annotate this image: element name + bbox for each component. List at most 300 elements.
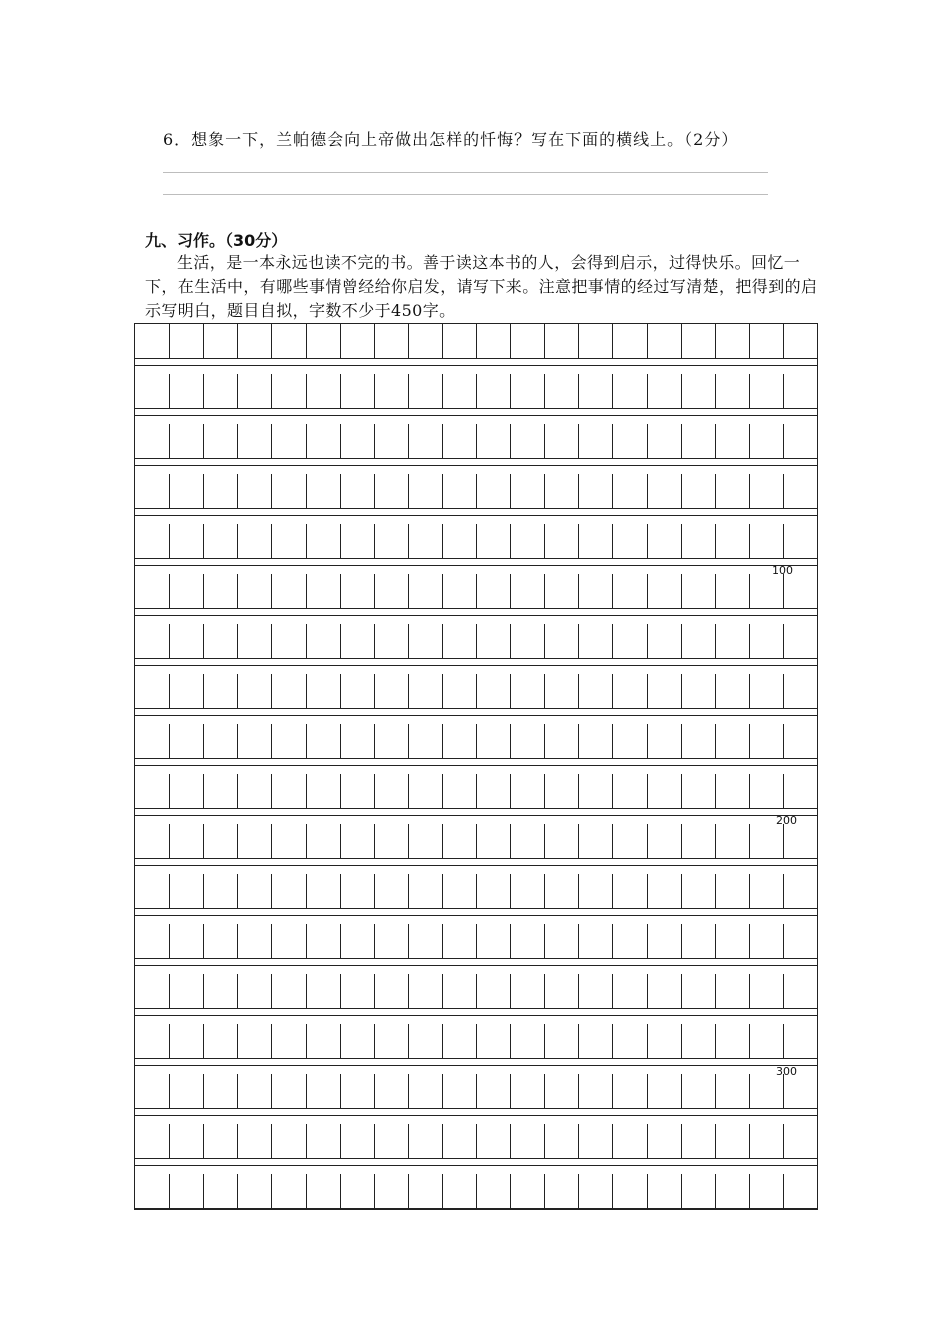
grid-cell-divider xyxy=(237,1124,238,1158)
grid-cell-divider xyxy=(374,324,375,358)
grid-row xyxy=(135,924,817,959)
grid-row xyxy=(135,424,817,459)
grid-cell-divider xyxy=(749,824,750,858)
grid-cell-divider xyxy=(749,324,750,358)
grid-cell-divider xyxy=(476,974,477,1008)
grid-cell-divider xyxy=(271,924,272,958)
row-separator xyxy=(135,515,817,516)
grid-cell-divider xyxy=(340,374,341,408)
grid-cell-divider xyxy=(544,924,545,958)
grid-cell-divider xyxy=(203,1174,204,1208)
grid-cell-divider xyxy=(647,624,648,658)
grid-cell-divider xyxy=(612,1024,613,1058)
grid-cell-divider xyxy=(612,1074,613,1108)
grid-cell-divider xyxy=(442,674,443,708)
grid-cell-divider xyxy=(374,824,375,858)
grid-cell-divider xyxy=(476,1124,477,1158)
grid-cell-divider xyxy=(783,674,784,708)
grid-cell-divider xyxy=(169,424,170,458)
grid-cell-divider xyxy=(408,674,409,708)
grid-cell-divider xyxy=(476,724,477,758)
grid-cell-divider xyxy=(374,924,375,958)
grid-cell-divider xyxy=(306,774,307,808)
grid-cell-divider xyxy=(203,974,204,1008)
grid-cell-divider xyxy=(647,674,648,708)
grid-cell-divider xyxy=(647,924,648,958)
grid-cell-divider xyxy=(783,874,784,908)
row-separator xyxy=(135,1065,817,1066)
grid-cell-divider xyxy=(510,524,511,558)
grid-cell-divider xyxy=(306,1174,307,1208)
grid-cell-divider xyxy=(340,1174,341,1208)
grid-cell-divider xyxy=(510,374,511,408)
grid-cell-divider xyxy=(408,624,409,658)
grid-row xyxy=(135,1124,817,1159)
grid-cell-divider xyxy=(340,1024,341,1058)
grid-cell-divider xyxy=(612,374,613,408)
grid-cell-divider xyxy=(340,424,341,458)
grid-cell-divider xyxy=(510,924,511,958)
grid-cell-divider xyxy=(578,624,579,658)
grid-cell-divider xyxy=(442,1174,443,1208)
grid-cell-divider xyxy=(476,324,477,358)
grid-cell-divider xyxy=(340,924,341,958)
grid-cell-divider xyxy=(715,774,716,808)
grid-row xyxy=(135,324,817,359)
grid-cell-divider xyxy=(476,674,477,708)
grid-cell-divider xyxy=(271,1174,272,1208)
grid-cell-divider xyxy=(749,774,750,808)
grid-cell-divider xyxy=(783,924,784,958)
grid-cell-divider xyxy=(476,1074,477,1108)
grid-cell-divider xyxy=(271,624,272,658)
grid-cell-divider xyxy=(510,674,511,708)
grid-cell-divider xyxy=(169,674,170,708)
grid-cell-divider xyxy=(544,724,545,758)
grid-cell-divider xyxy=(340,474,341,508)
grid-cell-divider xyxy=(237,324,238,358)
row-separator xyxy=(135,715,817,716)
grid-cell-divider xyxy=(749,574,750,608)
grid-cell-divider xyxy=(715,874,716,908)
grid-cell-divider xyxy=(306,924,307,958)
grid-cell-divider xyxy=(681,1124,682,1158)
grid-cell-divider xyxy=(783,974,784,1008)
grid-cell-divider xyxy=(237,924,238,958)
grid-cell-divider xyxy=(237,474,238,508)
grid-cell-divider xyxy=(340,324,341,358)
grid-cell-divider xyxy=(612,524,613,558)
grid-cell-divider xyxy=(612,774,613,808)
grid-cell-divider xyxy=(783,574,784,608)
grid-cell-divider xyxy=(203,724,204,758)
grid-cell-divider xyxy=(203,1124,204,1158)
grid-cell-divider xyxy=(169,624,170,658)
grid-cell-divider xyxy=(681,724,682,758)
grid-cell-divider xyxy=(749,724,750,758)
grid-cell-divider xyxy=(169,474,170,508)
row-separator xyxy=(135,1165,817,1166)
grid-cell-divider xyxy=(783,324,784,358)
grid-cell-divider xyxy=(169,874,170,908)
grid-cell-divider xyxy=(783,774,784,808)
grid-cell-divider xyxy=(374,1124,375,1158)
grid-cell-divider xyxy=(544,774,545,808)
grid-cell-divider xyxy=(374,624,375,658)
grid-cell-divider xyxy=(612,574,613,608)
grid-cell-divider xyxy=(578,774,579,808)
answer-line-2[interactable] xyxy=(163,194,768,195)
grid-cell-divider xyxy=(647,1024,648,1058)
grid-cell-divider xyxy=(715,424,716,458)
grid-cell-divider xyxy=(749,624,750,658)
grid-cell-divider xyxy=(374,774,375,808)
grid-cell-divider xyxy=(578,1074,579,1108)
grid-cell-divider xyxy=(203,674,204,708)
grid-cell-divider xyxy=(612,874,613,908)
grid-cell-divider xyxy=(715,1024,716,1058)
grid-row xyxy=(135,1024,817,1059)
grid-cell-divider xyxy=(578,1174,579,1208)
grid-cell-divider xyxy=(578,474,579,508)
grid-row xyxy=(135,374,817,409)
grid-cell-divider xyxy=(544,624,545,658)
grid-cell-divider xyxy=(271,674,272,708)
row-separator xyxy=(135,1115,817,1116)
answer-line-1[interactable] xyxy=(163,172,768,173)
grid-cell-divider xyxy=(544,574,545,608)
grid-cell-divider xyxy=(340,624,341,658)
grid-cell-divider xyxy=(544,474,545,508)
grid-row xyxy=(135,474,817,509)
grid-cell-divider xyxy=(408,1174,409,1208)
grid-cell-divider xyxy=(578,574,579,608)
grid-cell-divider xyxy=(681,1074,682,1108)
grid-cell-divider xyxy=(647,1174,648,1208)
grid-cell-divider xyxy=(374,474,375,508)
grid-cell-divider xyxy=(647,774,648,808)
grid-cell-divider xyxy=(408,324,409,358)
grid-cell-divider xyxy=(306,524,307,558)
grid-cell-divider xyxy=(647,874,648,908)
grid-cell-divider xyxy=(544,424,545,458)
grid-row xyxy=(135,574,817,609)
grid-cell-divider xyxy=(783,524,784,558)
grid-cell-divider xyxy=(374,874,375,908)
grid-cell-divider xyxy=(578,924,579,958)
grid-cell-divider xyxy=(442,424,443,458)
grid-cell-divider xyxy=(783,424,784,458)
grid-cell-divider xyxy=(783,724,784,758)
grid-cell-divider xyxy=(612,674,613,708)
grid-cell-divider xyxy=(237,374,238,408)
grid-cell-divider xyxy=(203,324,204,358)
grid-cell-divider xyxy=(169,724,170,758)
grid-row xyxy=(135,674,817,709)
grid-cell-divider xyxy=(408,574,409,608)
grid-cell-divider xyxy=(169,1124,170,1158)
grid-cell-divider xyxy=(408,1124,409,1158)
grid-cell-divider xyxy=(306,324,307,358)
grid-cell-divider xyxy=(271,524,272,558)
grid-cell-divider xyxy=(612,424,613,458)
section-9-title: 九、习作。（30分） xyxy=(145,231,288,250)
grid-cell-divider xyxy=(237,774,238,808)
grid-cell-divider xyxy=(169,374,170,408)
grid-cell-divider xyxy=(408,774,409,808)
grid-cell-divider xyxy=(612,824,613,858)
grid-cell-divider xyxy=(749,474,750,508)
grid-cell-divider xyxy=(306,1124,307,1158)
grid-cell-divider xyxy=(681,374,682,408)
grid-cell-divider xyxy=(749,674,750,708)
grid-cell-divider xyxy=(237,674,238,708)
grid-cell-divider xyxy=(442,624,443,658)
grid-cell-divider xyxy=(749,874,750,908)
word-count-marker-200: 200 xyxy=(776,814,797,827)
grid-row xyxy=(135,974,817,1009)
grid-cell-divider xyxy=(408,824,409,858)
grid-cell-divider xyxy=(374,574,375,608)
row-separator xyxy=(135,665,817,666)
grid-cell-divider xyxy=(271,474,272,508)
grid-cell-divider xyxy=(612,624,613,658)
grid-cell-divider xyxy=(442,974,443,1008)
grid-cell-divider xyxy=(578,724,579,758)
grid-cell-divider xyxy=(578,824,579,858)
grid-cell-divider xyxy=(271,1074,272,1108)
grid-cell-divider xyxy=(442,324,443,358)
grid-cell-divider xyxy=(374,374,375,408)
grid-cell-divider xyxy=(476,1174,477,1208)
grid-cell-divider xyxy=(374,1074,375,1108)
grid-cell-divider xyxy=(237,1074,238,1108)
grid-cell-divider xyxy=(681,924,682,958)
grid-cell-divider xyxy=(237,1024,238,1058)
grid-cell-divider xyxy=(749,424,750,458)
grid-cell-divider xyxy=(374,1174,375,1208)
word-count-marker-100: 100 xyxy=(772,564,793,577)
grid-cell-divider xyxy=(578,1124,579,1158)
grid-cell-divider xyxy=(681,524,682,558)
row-separator xyxy=(135,865,817,866)
grid-cell-divider xyxy=(749,1174,750,1208)
grid-cell-divider xyxy=(510,824,511,858)
grid-cell-divider xyxy=(169,1074,170,1108)
grid-cell-divider xyxy=(612,474,613,508)
section-9-prompt: 生活，是一本永远也读不完的书。善于读这本书的人，会得到启示，过得快乐。回忆一下，在生活中，有哪些事情曾经给你启发，请写下来。注意把事情的经过写清楚，把得到的启示写明白，题目自拟，字数不少于450字。 xyxy=(145,253,818,320)
grid-cell-divider xyxy=(340,724,341,758)
grid-cell-divider xyxy=(374,674,375,708)
grid-cell-divider xyxy=(647,824,648,858)
grid-cell-divider xyxy=(647,524,648,558)
grid-cell-divider xyxy=(715,524,716,558)
grid-cell-divider xyxy=(544,824,545,858)
grid-cell-divider xyxy=(476,574,477,608)
grid-row xyxy=(135,874,817,909)
grid-cell-divider xyxy=(271,574,272,608)
grid-cell-divider xyxy=(306,374,307,408)
grid-cell-divider xyxy=(681,324,682,358)
grid-cell-divider xyxy=(510,874,511,908)
grid-cell-divider xyxy=(169,924,170,958)
grid-cell-divider xyxy=(442,774,443,808)
grid-cell-divider xyxy=(237,424,238,458)
grid-cell-divider xyxy=(681,424,682,458)
grid-cell-divider xyxy=(578,1024,579,1058)
grid-cell-divider xyxy=(647,974,648,1008)
grid-cell-divider xyxy=(510,774,511,808)
grid-cell-divider xyxy=(783,1074,784,1108)
grid-cell-divider xyxy=(271,874,272,908)
grid-cell-divider xyxy=(544,1074,545,1108)
grid-cell-divider xyxy=(510,1174,511,1208)
grid-cell-divider xyxy=(169,524,170,558)
grid-cell-divider xyxy=(271,1024,272,1058)
grid-cell-divider xyxy=(306,624,307,658)
grid-cell-divider xyxy=(715,324,716,358)
row-separator xyxy=(135,565,817,566)
grid-cell-divider xyxy=(408,424,409,458)
grid-cell-divider xyxy=(340,774,341,808)
grid-cell-divider xyxy=(647,324,648,358)
grid-cell-divider xyxy=(203,774,204,808)
grid-cell-divider xyxy=(681,624,682,658)
grid-cell-divider xyxy=(203,524,204,558)
grid-cell-divider xyxy=(203,474,204,508)
grid-cell-divider xyxy=(306,674,307,708)
grid-cell-divider xyxy=(612,324,613,358)
row-separator xyxy=(135,765,817,766)
grid-cell-divider xyxy=(169,574,170,608)
grid-cell-divider xyxy=(783,474,784,508)
grid-cell-divider xyxy=(374,974,375,1008)
grid-cell-divider xyxy=(544,974,545,1008)
grid-cell-divider xyxy=(783,1024,784,1058)
grid-cell-divider xyxy=(237,574,238,608)
row-separator xyxy=(135,365,817,366)
grid-cell-divider xyxy=(442,574,443,608)
writing-grid[interactable] xyxy=(134,323,818,1210)
grid-cell-divider xyxy=(237,724,238,758)
grid-cell-divider xyxy=(578,524,579,558)
grid-cell-divider xyxy=(647,574,648,608)
grid-cell-divider xyxy=(476,474,477,508)
grid-cell-divider xyxy=(340,674,341,708)
grid-cell-divider xyxy=(374,1024,375,1058)
grid-cell-divider xyxy=(306,574,307,608)
grid-cell-divider xyxy=(544,1124,545,1158)
grid-cell-divider xyxy=(749,924,750,958)
grid-cell-divider xyxy=(271,324,272,358)
grid-cell-divider xyxy=(271,424,272,458)
grid-cell-divider xyxy=(749,524,750,558)
grid-cell-divider xyxy=(715,1174,716,1208)
grid-cell-divider xyxy=(476,524,477,558)
grid-cell-divider xyxy=(715,624,716,658)
word-count-marker-300: 300 xyxy=(776,1065,797,1078)
grid-cell-divider xyxy=(715,1074,716,1108)
grid-cell-divider xyxy=(510,1074,511,1108)
grid-cell-divider xyxy=(681,824,682,858)
grid-cell-divider xyxy=(237,524,238,558)
grid-cell-divider xyxy=(169,824,170,858)
grid-cell-divider xyxy=(271,974,272,1008)
grid-cell-divider xyxy=(408,1074,409,1108)
grid-cell-divider xyxy=(442,1074,443,1108)
grid-cell-divider xyxy=(715,924,716,958)
grid-cell-divider xyxy=(510,974,511,1008)
grid-cell-divider xyxy=(578,374,579,408)
question-6-text: 6．想象一下，兰帕德会向上帝做出怎样的忏悔？写在下面的横线上。（2分） xyxy=(163,130,739,149)
grid-cell-divider xyxy=(578,874,579,908)
grid-cell-divider xyxy=(783,374,784,408)
grid-cell-divider xyxy=(203,624,204,658)
grid-cell-divider xyxy=(715,674,716,708)
grid-cell-divider xyxy=(749,374,750,408)
grid-cell-divider xyxy=(408,524,409,558)
grid-row xyxy=(135,524,817,559)
row-separator xyxy=(135,415,817,416)
grid-cell-divider xyxy=(647,474,648,508)
grid-cell-divider xyxy=(783,624,784,658)
grid-cell-divider xyxy=(306,974,307,1008)
grid-cell-divider xyxy=(544,874,545,908)
grid-cell-divider xyxy=(544,1174,545,1208)
grid-cell-divider xyxy=(306,874,307,908)
grid-cell-divider xyxy=(510,574,511,608)
grid-cell-divider xyxy=(681,874,682,908)
grid-row xyxy=(135,624,817,659)
grid-cell-divider xyxy=(203,374,204,408)
grid-cell-divider xyxy=(612,724,613,758)
grid-cell-divider xyxy=(442,374,443,408)
grid-cell-divider xyxy=(476,1024,477,1058)
grid-cell-divider xyxy=(169,974,170,1008)
row-separator xyxy=(135,915,817,916)
grid-row xyxy=(135,724,817,759)
grid-cell-divider xyxy=(783,1124,784,1158)
grid-cell-divider xyxy=(340,574,341,608)
grid-cell-divider xyxy=(237,824,238,858)
grid-cell-divider xyxy=(681,474,682,508)
grid-cell-divider xyxy=(271,374,272,408)
grid-cell-divider xyxy=(510,724,511,758)
grid-cell-divider xyxy=(476,374,477,408)
grid-cell-divider xyxy=(681,1174,682,1208)
row-separator xyxy=(135,465,817,466)
grid-cell-divider xyxy=(169,1024,170,1058)
grid-cell-divider xyxy=(374,424,375,458)
grid-cell-divider xyxy=(681,1024,682,1058)
grid-cell-divider xyxy=(408,874,409,908)
grid-cell-divider xyxy=(715,974,716,1008)
grid-cell-divider xyxy=(203,1024,204,1058)
grid-cell-divider xyxy=(340,824,341,858)
grid-cell-divider xyxy=(681,974,682,1008)
grid-cell-divider xyxy=(442,1024,443,1058)
grid-cell-divider xyxy=(715,574,716,608)
grid-cell-divider xyxy=(647,724,648,758)
grid-cell-divider xyxy=(647,1124,648,1158)
grid-cell-divider xyxy=(647,424,648,458)
grid-cell-divider xyxy=(203,424,204,458)
grid-cell-divider xyxy=(510,1024,511,1058)
grid-cell-divider xyxy=(749,1124,750,1158)
grid-cell-divider xyxy=(203,924,204,958)
grid-cell-divider xyxy=(340,874,341,908)
grid-cell-divider xyxy=(749,1024,750,1058)
